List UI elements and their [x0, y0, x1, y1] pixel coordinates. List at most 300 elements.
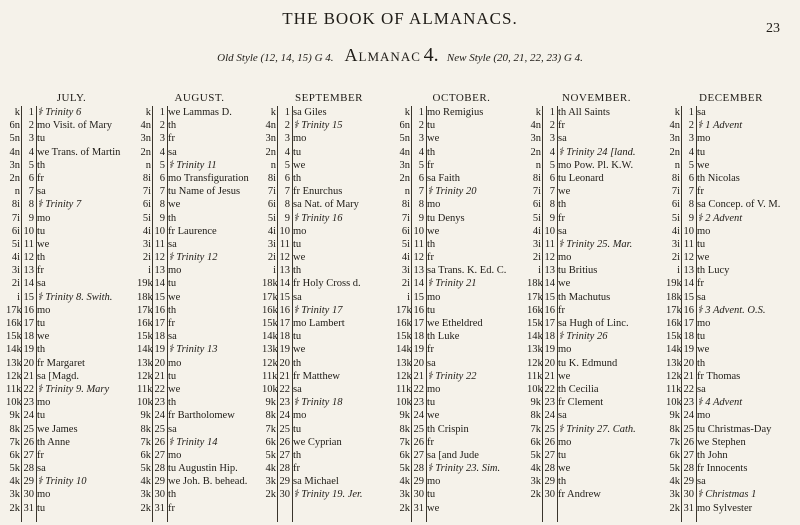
- calendar-row: [527, 277, 666, 290]
- day-number: 6: [418, 172, 424, 184]
- day-number: 24: [683, 410, 694, 422]
- calendar-row: [262, 291, 396, 304]
- epact-letter: 3k: [140, 489, 151, 501]
- day-number: 24: [279, 410, 290, 422]
- calendar-row: [666, 146, 796, 159]
- day-entry: ⚕ Trinity 16: [293, 212, 343, 224]
- epact-letter: 10k: [666, 397, 682, 409]
- day-entry: ⚕ Trinity 17: [293, 304, 343, 316]
- day-entry: sa Nat. of Mary: [293, 199, 359, 211]
- epact-letter: 7k: [399, 436, 410, 448]
- epact-letter: i: [407, 291, 410, 303]
- calendar-row: [262, 409, 396, 422]
- day-entry: fr: [168, 318, 175, 329]
- day-entry: sa: [37, 186, 46, 198]
- day-entry: th: [168, 212, 177, 224]
- day-entry: mo: [37, 397, 51, 409]
- day-number: 7: [688, 186, 694, 198]
- calendar-row: [396, 106, 527, 119]
- epact-letter: 4n: [140, 120, 151, 132]
- day-number: 16: [683, 304, 694, 316]
- day-number: 13: [23, 265, 34, 277]
- calendar-row: [396, 172, 527, 185]
- epact-letter: 12k: [527, 357, 543, 369]
- calendar-row: [262, 251, 396, 264]
- day-number: 19: [23, 344, 34, 356]
- day-entry: th: [697, 357, 706, 369]
- epact-letter: 4k: [399, 476, 410, 488]
- epact-letter: 6i: [11, 225, 20, 237]
- day-number: 4: [688, 146, 694, 158]
- day-number: 16: [23, 304, 34, 316]
- calendar-row: [6, 409, 137, 422]
- calendar-row: [6, 106, 137, 119]
- epact-letter: 13k: [396, 357, 412, 369]
- epact-letter: 5k: [530, 449, 541, 461]
- epact-letter: 16k: [6, 318, 22, 329]
- day-entry: th: [558, 476, 567, 488]
- day-entry: th: [293, 449, 302, 461]
- calendar-row: [396, 330, 527, 343]
- calendar-row: [527, 251, 666, 264]
- day-entry: sa: [558, 410, 567, 422]
- calendar-row: [6, 449, 137, 462]
- day-entry: mo Visit. of Mary: [37, 120, 113, 132]
- epact-letter: k: [145, 107, 151, 118]
- day-entry: mo: [558, 344, 572, 356]
- epact-letter: 2n: [140, 146, 151, 158]
- epact-letter: 2i: [267, 252, 276, 264]
- day-number: 7: [549, 186, 555, 198]
- epact-letter: 6n: [399, 120, 410, 132]
- epact-letter: 11k: [137, 383, 153, 395]
- calendar-row: [6, 225, 137, 238]
- column-rule: [21, 106, 22, 522]
- calendar-row: [137, 119, 262, 132]
- day-number: 26: [23, 436, 34, 448]
- calendar-row: [666, 172, 796, 185]
- calendar-row: [137, 264, 262, 277]
- day-entry: fr: [37, 265, 44, 277]
- calendar-row: [6, 146, 137, 159]
- day-number: 30: [683, 489, 694, 501]
- day-number: 4: [284, 146, 290, 158]
- epact-letter: 17k: [262, 291, 278, 303]
- day-entry: we Trans. of Martin: [37, 146, 121, 158]
- calendar-row: [137, 146, 262, 159]
- day-entry: th: [427, 146, 436, 158]
- epact-letter: k: [535, 107, 541, 118]
- day-entry: th: [293, 172, 302, 184]
- day-number: 25: [413, 423, 424, 435]
- epact-letter: 19k: [137, 278, 153, 290]
- epact-letter: 5k: [9, 463, 20, 475]
- day-number: 9: [688, 212, 694, 224]
- calendar-row: [6, 264, 137, 277]
- day-entry: th: [168, 120, 177, 132]
- epact-letter: 3i: [11, 265, 20, 277]
- month-heading: JULY.: [56, 92, 87, 104]
- epact-letter: 2i: [401, 278, 410, 290]
- day-number: 14: [413, 278, 424, 290]
- day-number: 11: [279, 238, 290, 250]
- epact-letter: 8k: [530, 410, 541, 422]
- calendar-row: [396, 317, 527, 330]
- day-entry: sa: [558, 225, 567, 237]
- day-number: 1: [28, 107, 34, 118]
- day-number: 18: [154, 331, 165, 343]
- day-number: 13: [279, 265, 290, 277]
- day-entry: sa: [293, 383, 302, 395]
- day-entry: we: [427, 410, 440, 422]
- day-number: 28: [683, 463, 694, 475]
- calendar-row: [137, 502, 262, 515]
- calendar-row: [6, 502, 137, 515]
- calendar-row: [262, 146, 396, 159]
- column-rule: [696, 106, 697, 522]
- day-number: 18: [544, 331, 555, 343]
- epact-letter: 3i: [401, 265, 410, 277]
- day-number: 26: [154, 436, 165, 448]
- calendar-row: [137, 277, 262, 290]
- epact-letter: 7i: [11, 212, 20, 224]
- day-number: 16: [413, 304, 424, 316]
- calendar-row: [137, 185, 262, 198]
- calendar-row: [262, 462, 396, 475]
- day-number: 11: [544, 238, 555, 250]
- calendar-row: [527, 119, 666, 132]
- epact-letter: 2i: [671, 252, 680, 264]
- day-number: 20: [154, 357, 165, 369]
- epact-letter: 14k: [527, 331, 543, 343]
- calendar-row: [527, 449, 666, 462]
- day-number: 25: [683, 423, 694, 435]
- calendar-row: [262, 436, 396, 449]
- epact-letter: 15k: [666, 331, 682, 343]
- calendar-row: [137, 370, 262, 383]
- day-number: 1: [418, 107, 424, 118]
- calendar-row: [527, 436, 666, 449]
- calendar-row: [396, 212, 527, 225]
- old-style-label: Old Style (12, 14, 15) G 4.: [217, 52, 334, 64]
- day-entry: sa: [293, 291, 302, 303]
- calendar-row: [527, 212, 666, 225]
- calendar-row: [262, 343, 396, 356]
- day-number: 23: [279, 397, 290, 409]
- day-number: 3: [284, 133, 290, 145]
- epact-letter: 4i: [401, 252, 410, 264]
- epact-letter: 3k: [669, 489, 680, 501]
- day-number: 9: [549, 212, 555, 224]
- day-entry: ⚕ Trinity 22: [427, 370, 477, 382]
- day-number: 10: [413, 225, 424, 237]
- calendar-row: [527, 198, 666, 211]
- day-number: 8: [418, 199, 424, 211]
- day-number: 29: [683, 476, 694, 488]
- epact-letter: 3n: [669, 133, 680, 145]
- epact-letter: 7i: [142, 186, 151, 198]
- day-entry: we Cyprian: [293, 436, 342, 448]
- epact-letter: 13k: [137, 357, 153, 369]
- calendar-row: [666, 330, 796, 343]
- day-entry: th Lucy: [697, 265, 730, 277]
- epact-letter: 4n: [399, 146, 410, 158]
- epact-letter: 3n: [530, 133, 541, 145]
- calendar-row: [527, 291, 666, 304]
- day-entry: we: [558, 186, 571, 198]
- day-entry: tu: [697, 146, 706, 158]
- day-number: 14: [683, 278, 694, 290]
- day-entry: ⚕ Christmas 1: [697, 489, 757, 501]
- calendar-row: [6, 119, 137, 132]
- epact-letter: n: [145, 159, 151, 171]
- day-number: 25: [23, 423, 34, 435]
- day-entry: mo: [427, 383, 441, 395]
- day-number: 27: [544, 449, 555, 461]
- calendar-row: [527, 132, 666, 145]
- day-number: 6: [159, 172, 165, 184]
- day-number: 2: [28, 120, 34, 132]
- day-entry: sa Faith: [427, 172, 460, 184]
- epact-letter: 8i: [671, 172, 680, 184]
- epact-letter: 18k: [666, 291, 682, 303]
- day-entry: ⚕ Trinity 10: [37, 476, 87, 488]
- day-entry: ⚕ Trinity 21: [427, 278, 477, 290]
- day-number: 2: [688, 120, 694, 132]
- epact-letter: 3n: [399, 159, 410, 171]
- epact-letter: 7i: [532, 186, 541, 198]
- calendar-row: [527, 396, 666, 409]
- epact-letter: 5k: [399, 463, 410, 475]
- epact-letter: 5n: [9, 133, 20, 145]
- calendar-row: [666, 488, 796, 501]
- day-entry: tu: [37, 133, 46, 145]
- day-number: 19: [154, 344, 165, 356]
- calendar-row: [262, 159, 396, 172]
- day-entry: sa: [697, 383, 706, 395]
- calendar-row: [262, 225, 396, 238]
- day-number: 6: [688, 172, 694, 184]
- day-number: 29: [154, 476, 165, 488]
- epact-letter: 13k: [666, 357, 682, 369]
- day-number: 22: [23, 383, 34, 395]
- calendar-row: [137, 106, 262, 119]
- day-entry: mo: [37, 212, 51, 224]
- day-number: 18: [413, 331, 424, 343]
- calendar-row: [666, 317, 796, 330]
- calendar-row: [137, 409, 262, 422]
- epact-letter: 18k: [137, 291, 153, 303]
- epact-letter: 13k: [262, 344, 278, 356]
- calendar-row: [6, 436, 137, 449]
- day-entry: sa Giles: [293, 107, 327, 118]
- calendar-row: [527, 238, 666, 251]
- epact-letter: k: [674, 107, 680, 118]
- epact-letter: 11k: [527, 370, 543, 382]
- day-entry: fr: [697, 186, 704, 198]
- calendar-row: [6, 277, 137, 290]
- day-entry: we: [168, 383, 181, 395]
- day-number: 23: [154, 397, 165, 409]
- day-number: 6: [284, 172, 290, 184]
- calendar-row: [262, 370, 396, 383]
- calendar-row: [6, 291, 137, 304]
- page-number: 23: [766, 21, 780, 36]
- calendar-row: [527, 357, 666, 370]
- epact-letter: 11k: [262, 370, 278, 382]
- day-entry: we: [293, 159, 306, 171]
- month-heading: OCTOBER.: [432, 92, 491, 104]
- day-number: 2: [549, 120, 555, 132]
- epact-letter: 6i: [401, 225, 410, 237]
- day-number: 19: [683, 344, 694, 356]
- day-number: 13: [683, 265, 694, 277]
- day-number: 9: [28, 212, 34, 224]
- day-number: 16: [279, 304, 290, 316]
- calendar-row: [527, 225, 666, 238]
- epact-letter: 10k: [262, 383, 278, 395]
- month-column: [262, 106, 396, 502]
- calendar-row: [666, 238, 796, 251]
- epact-letter: 15k: [262, 318, 278, 329]
- calendar-row: [6, 383, 137, 396]
- day-number: 17: [23, 318, 34, 329]
- day-number: 26: [544, 436, 555, 448]
- day-entry: mo: [168, 357, 182, 369]
- epact-letter: 6i: [142, 199, 151, 211]
- day-entry: ⚕ Trinity 27. Cath.: [558, 423, 636, 435]
- epact-letter: 13k: [6, 357, 22, 369]
- calendar-row: [396, 396, 527, 409]
- day-entry: sa [and Jude: [427, 449, 479, 461]
- epact-letter: 6i: [532, 199, 541, 211]
- day-entry: sa: [168, 146, 177, 158]
- day-entry: fr Matthew: [293, 370, 340, 382]
- day-entry: sa: [37, 278, 46, 290]
- epact-letter: 8i: [267, 172, 276, 184]
- calendar-row: [396, 304, 527, 317]
- day-entry: th: [168, 397, 177, 409]
- day-number: 5: [688, 159, 694, 171]
- day-number: 20: [23, 357, 34, 369]
- calendar-row: [6, 462, 137, 475]
- epact-letter: 4k: [265, 463, 276, 475]
- day-number: 22: [544, 383, 555, 395]
- day-number: 8: [284, 199, 290, 211]
- epact-letter: 10k: [527, 383, 543, 395]
- day-number: 3: [418, 133, 424, 145]
- calendar-row: [396, 251, 527, 264]
- calendar-row: [396, 475, 527, 488]
- day-entry: tu Augustin Hip.: [168, 463, 238, 475]
- day-entry: fr Margaret: [37, 357, 85, 369]
- calendar-row: [396, 146, 527, 159]
- day-number: 6: [28, 172, 34, 184]
- day-number: 17: [279, 318, 290, 329]
- calendar-row: [262, 106, 396, 119]
- day-number: 5: [284, 159, 290, 171]
- day-number: 15: [544, 291, 555, 303]
- day-number: 15: [683, 291, 694, 303]
- day-number: 5: [28, 159, 34, 171]
- epact-letter: 4n: [9, 146, 20, 158]
- epact-letter: 5n: [399, 133, 410, 145]
- day-number: 23: [683, 397, 694, 409]
- day-number: 9: [418, 212, 424, 224]
- calendar-row: [666, 106, 796, 119]
- day-number: 13: [544, 265, 555, 277]
- day-number: 20: [683, 357, 694, 369]
- day-entry: fr: [427, 344, 434, 356]
- day-number: 26: [413, 436, 424, 448]
- epact-letter: 5i: [267, 212, 276, 224]
- calendar-row: [137, 475, 262, 488]
- day-number: 31: [683, 502, 694, 514]
- day-entry: fr Thomas: [697, 370, 741, 382]
- epact-letter: 15k: [6, 331, 22, 343]
- day-entry: sa: [697, 291, 706, 303]
- calendar-row: [666, 475, 796, 488]
- epact-letter: 7i: [401, 212, 410, 224]
- calendar-row: [262, 475, 396, 488]
- day-entry: fr Andrew: [558, 489, 601, 501]
- epact-letter: 15k: [137, 331, 153, 343]
- day-number: 2: [159, 120, 165, 132]
- day-entry: tu Name of Jesus: [168, 186, 241, 198]
- day-entry: ⚕ 2 Advent: [697, 212, 743, 224]
- epact-letter: 6n: [9, 120, 20, 132]
- day-entry: fr: [427, 436, 434, 448]
- calendar-row: [396, 119, 527, 132]
- calendar-row: [527, 304, 666, 317]
- calendar-row: [262, 396, 396, 409]
- month-column: [6, 106, 137, 515]
- day-number: 22: [154, 383, 165, 395]
- calendar-row: [396, 159, 527, 172]
- day-entry: fr: [293, 463, 300, 475]
- epact-letter: 16k: [137, 318, 153, 329]
- day-entry: th Nicolas: [697, 172, 740, 184]
- calendar-row: [6, 357, 137, 370]
- calendar-row: [262, 119, 396, 132]
- calendar-row: [396, 225, 527, 238]
- epact-letter: 12k: [666, 370, 682, 382]
- day-number: 4: [28, 146, 34, 158]
- day-number: 8: [159, 199, 165, 211]
- day-entry: tu K. Edmund: [558, 357, 618, 369]
- day-entry: ⚕ Trinity 19. Jer.: [293, 489, 363, 501]
- page-title: THE BOOK OF ALMANACS.: [282, 9, 518, 28]
- day-entry: sa Concep. of V. M.: [697, 199, 781, 211]
- epact-letter: 5i: [11, 238, 20, 250]
- calendar-row: [666, 264, 796, 277]
- calendar-row: [666, 251, 796, 264]
- epact-letter: 3n: [140, 133, 151, 145]
- calendar-row: [666, 291, 796, 304]
- epact-letter: 8i: [532, 172, 541, 184]
- day-number: 1: [159, 107, 165, 118]
- day-number: 14: [23, 278, 34, 290]
- epact-letter: 16k: [396, 318, 412, 329]
- epact-letter: 15k: [396, 331, 412, 343]
- day-entry: th Cecilia: [558, 383, 599, 395]
- epact-letter: 17k: [6, 304, 22, 316]
- day-entry: fr Clement: [558, 397, 604, 409]
- calendar-row: [666, 502, 796, 515]
- month-heading: DECEMBER: [699, 92, 763, 104]
- day-entry: tu: [427, 489, 436, 501]
- day-number: 23: [413, 397, 424, 409]
